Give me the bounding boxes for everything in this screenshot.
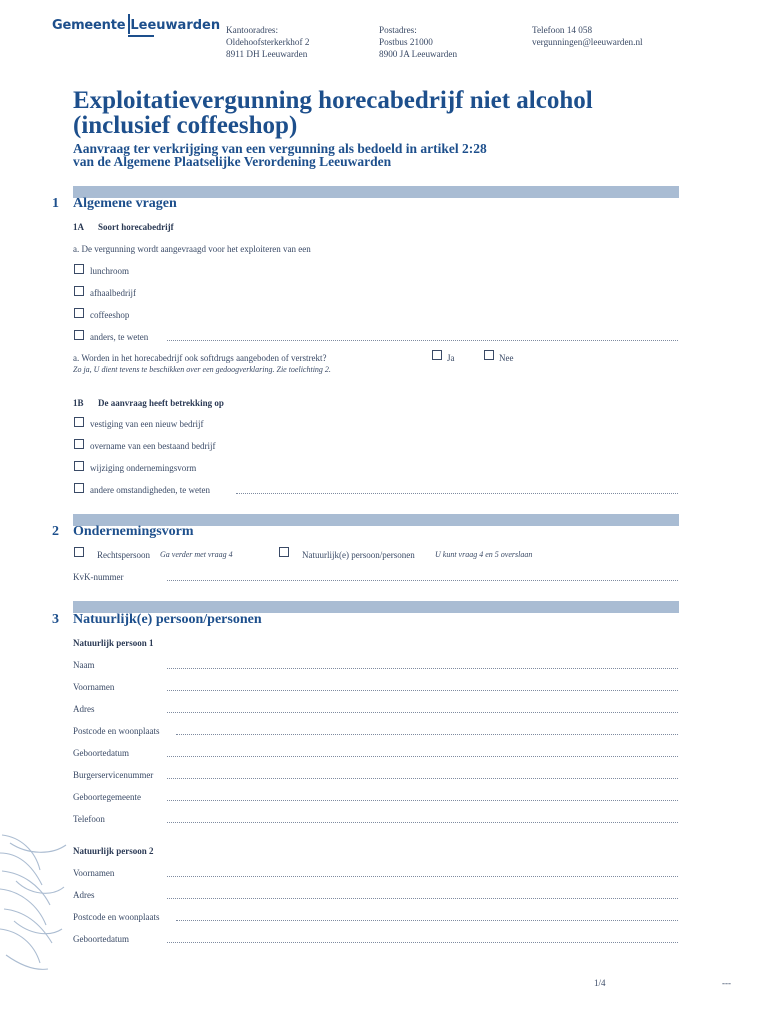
p1-input-postcode[interactable] bbox=[176, 734, 678, 735]
page-subtitle-line1: Aanvraag ter verkrijging van een vergunning als bedoeld in artikel 2:28 bbox=[73, 141, 487, 156]
page-number: 1/4 bbox=[594, 978, 606, 988]
p2-input-postcode[interactable] bbox=[176, 920, 678, 921]
label-kvk: KvK-nummer bbox=[73, 572, 124, 582]
checkbox-overname[interactable] bbox=[74, 439, 84, 449]
p1-input-geboortegemeente[interactable] bbox=[167, 800, 678, 801]
office-address-label: Kantooradres: bbox=[226, 25, 279, 35]
question-softdrugs: a. Worden in het horecabedrijf ook softdrugs aangeboden of verstrekt? bbox=[73, 353, 327, 363]
office-address bbox=[226, 24, 309, 60]
section-1-title: Algemene vragen bbox=[73, 196, 177, 211]
sub-1a-title: Soort horecabedrijf bbox=[98, 222, 174, 232]
andere-omstandigheden-input-line[interactable] bbox=[236, 493, 678, 494]
contact-email: vergunningen@leeuwarden.nl bbox=[532, 37, 643, 47]
postal-address-box: Postbus 21000 bbox=[379, 37, 433, 47]
p1-input-naam[interactable] bbox=[167, 668, 678, 669]
option-anders: anders, te weten bbox=[90, 332, 149, 342]
p2-label-geboortedatum: Geboortedatum bbox=[73, 934, 129, 944]
option-wijziging: wijziging ondernemingsvorm bbox=[90, 463, 197, 473]
p1-label-adres: Adres bbox=[73, 704, 95, 714]
p2-input-voornamen[interactable] bbox=[167, 876, 678, 877]
sub-1a-code: 1A bbox=[73, 222, 84, 232]
logo-word-gemeente: Gemeente bbox=[52, 18, 126, 33]
postal-address bbox=[379, 24, 457, 60]
page-title-line2: (inclusief coffeeshop) bbox=[73, 112, 298, 139]
option-coffeeshop: coffeeshop bbox=[90, 310, 130, 320]
page-title bbox=[73, 88, 593, 138]
logo-word-leeuwarden: Leeuwarden bbox=[130, 18, 221, 33]
p1-input-adres[interactable] bbox=[167, 712, 678, 713]
checkbox-lunchroom[interactable] bbox=[74, 264, 84, 274]
p1-label-telefoon: Telefoon bbox=[73, 814, 105, 824]
option-vestiging: vestiging van een nieuw bedrijf bbox=[90, 419, 204, 429]
p2-label-voornamen: Voornamen bbox=[73, 868, 115, 878]
page-subtitle-line2: van de Algemene Plaatselijke Verordening Leeuwarden bbox=[73, 154, 392, 169]
sub-1b-title: De aanvraag heeft betrekking op bbox=[98, 398, 224, 408]
note-natuurlijk-persoon: U kunt vraag 4 en 5 overslaan bbox=[435, 550, 533, 559]
p2-input-adres[interactable] bbox=[167, 898, 678, 899]
p1-input-geboortedatum[interactable] bbox=[167, 756, 678, 757]
note-softdrugs: Zo ja, U dient tevens te beschikken over een gedoogverklaring. Zie toelichting 2. bbox=[73, 365, 331, 374]
checkbox-natuurlijk-persoon[interactable] bbox=[279, 547, 289, 557]
checkbox-afhaalbedrijf[interactable] bbox=[74, 286, 84, 296]
option-lunchroom: lunchroom bbox=[90, 266, 129, 276]
p1-input-bsn[interactable] bbox=[167, 778, 678, 779]
office-address-street: Oldehoofsterkerkhof 2 bbox=[226, 37, 310, 47]
person-2-label: Natuurlijk persoon 2 bbox=[73, 846, 154, 856]
contact-phone: Telefoon 14 058 bbox=[532, 25, 593, 35]
checkbox-nee[interactable] bbox=[484, 350, 494, 360]
person-1-label: Natuurlijk persoon 1 bbox=[73, 638, 154, 648]
contact-info bbox=[532, 24, 643, 48]
p1-label-bsn: Burgerservicenummer bbox=[73, 770, 154, 780]
checkbox-andere-omstandigheden[interactable] bbox=[74, 483, 84, 493]
option-overname: overname van een bestaand bedrijf bbox=[90, 441, 216, 451]
page-end-marker: --- bbox=[722, 978, 731, 988]
p2-input-geboortedatum[interactable] bbox=[167, 942, 678, 943]
note-rechtspersoon: Ga verder met vraag 4 bbox=[160, 550, 233, 559]
checkbox-wijziging[interactable] bbox=[74, 461, 84, 471]
checkbox-ja[interactable] bbox=[432, 350, 442, 360]
anders-input-line[interactable] bbox=[167, 340, 678, 341]
option-natuurlijk-persoon: Natuurlijk(e) persoon/personen bbox=[302, 550, 415, 560]
option-rechtspersoon: Rechtspersoon bbox=[97, 550, 150, 560]
page-title-line1: Exploitatievergunning horecabedrijf niet alcohol bbox=[73, 87, 593, 114]
logo bbox=[52, 18, 220, 33]
postal-address-city: 8900 JA Leeuwarden bbox=[379, 49, 458, 59]
p1-label-postcode: Postcode en woonplaats bbox=[73, 726, 160, 736]
p1-label-voornamen: Voornamen bbox=[73, 682, 115, 692]
section-3-number: 3 bbox=[52, 612, 59, 627]
checkbox-vestiging[interactable] bbox=[74, 417, 84, 427]
lion-mane-watermark-icon bbox=[0, 825, 70, 975]
postal-address-label: Postadres: bbox=[379, 25, 417, 35]
section-2-number: 2 bbox=[52, 524, 59, 539]
option-ja: Ja bbox=[447, 353, 455, 363]
section-2-title: Ondernemingsvorm bbox=[73, 524, 194, 539]
p2-label-postcode: Postcode en woonplaats bbox=[73, 912, 160, 922]
question-1a: a. De vergunning wordt aangevraagd voor het exploiteren van een bbox=[73, 244, 311, 254]
sub-1b-code: 1B bbox=[73, 398, 84, 408]
section-3-title: Natuurlijk(e) persoon/personen bbox=[73, 612, 262, 627]
checkbox-anders[interactable] bbox=[74, 330, 84, 340]
p1-input-voornamen[interactable] bbox=[167, 690, 678, 691]
option-andere-omstandigheden: andere omstandigheden, te weten bbox=[90, 485, 210, 495]
page-subtitle bbox=[73, 142, 487, 168]
p1-input-telefoon[interactable] bbox=[167, 822, 678, 823]
section-1-number: 1 bbox=[52, 196, 59, 211]
p1-label-geboortegemeente: Geboortegemeente bbox=[73, 792, 141, 802]
p2-label-adres: Adres bbox=[73, 890, 95, 900]
kvk-input-line[interactable] bbox=[167, 580, 678, 581]
office-address-city: 8911 DH Leeuwarden bbox=[226, 49, 308, 59]
checkbox-rechtspersoon[interactable] bbox=[74, 547, 84, 557]
p1-label-geboortedatum: Geboortedatum bbox=[73, 748, 129, 758]
checkbox-coffeeshop[interactable] bbox=[74, 308, 84, 318]
option-nee: Nee bbox=[499, 353, 514, 363]
p1-label-naam: Naam bbox=[73, 660, 95, 670]
option-afhaalbedrijf: afhaalbedrijf bbox=[90, 288, 136, 298]
